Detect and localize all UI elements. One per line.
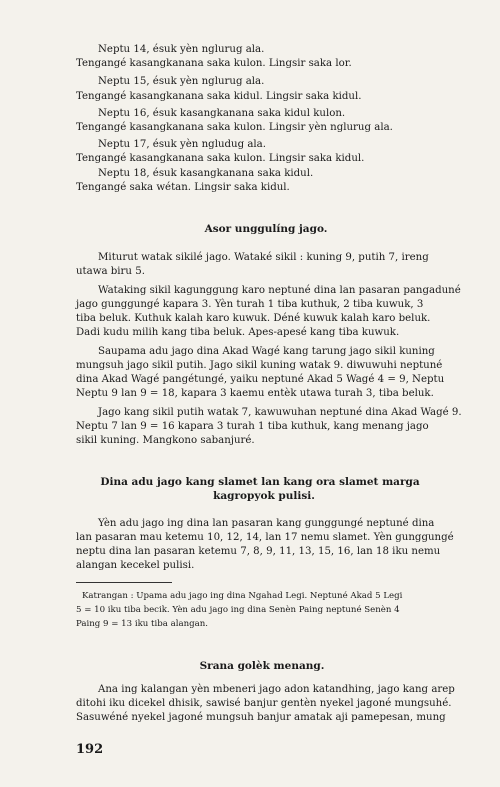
neptu-line: Tengangé kasangkanana saka kulon. Lingsir saka lor. bbox=[76, 58, 352, 69]
paragraph-line: Yèn adu jago ing dina lan pasaran kang gunggungé neptuné dina bbox=[98, 518, 435, 529]
paragraph-line: Jago kang sikil putih watak 7, kawuwuhan neptuné dina Akad Wagé 9. bbox=[98, 407, 462, 418]
footnote-divider bbox=[76, 582, 172, 583]
page-number: 192 bbox=[76, 742, 104, 757]
neptu-line: Neptu 16, ésuk kasangkanana saka kidul kulon. bbox=[98, 108, 346, 119]
section-heading: kagropyok pulisi. bbox=[213, 490, 315, 502]
paragraph-line: Neptu 7 lan 9 = 16 kapara 3 turah 1 tiba kuthuk, kang menang jago bbox=[76, 421, 429, 432]
paragraph-line: mungsuh jago sikil putih. Jago sikil kuning watak 9. diwuwuhi neptuné bbox=[76, 360, 443, 371]
section-heading: Dina adu jago kang slamet lan kang ora slamet marga bbox=[100, 476, 420, 488]
paragraph-line: Saupama adu jago dina Akad Wagé kang tarung jago sikil kuning bbox=[98, 346, 435, 357]
neptu-line: Neptu 15, ésuk yèn nglurug ala. bbox=[98, 76, 265, 87]
section-heading: Asor unggulíng jago. bbox=[204, 223, 328, 235]
paragraph-line: Sasuwéné nyekel jagoné mungsuh banjur amatak aji pamepesan, mung bbox=[76, 712, 446, 723]
paragraph-line: neptu dina lan pasaran ketemu 7, 8, 9, 11, 13, 15, 16, lan 18 iku nemu bbox=[76, 546, 441, 557]
footnote-line: 5 = 10 iku tiba becik. Yèn adu jago ing dina Senèn Paing neptuné Senèn 4 bbox=[76, 605, 400, 615]
paragraph-line: Miturut watak sikilé jago. Wataké sikil : kuning 9, putih 7, ireng bbox=[98, 252, 429, 263]
neptu-line: Neptu 18, ésuk kasangkanana saka kidul. bbox=[98, 168, 314, 179]
neptu-line: Tengangé kasangkanana saka kulon. Lingsir yèn nglurug ala. bbox=[76, 122, 393, 133]
paragraph-line: lan pasaran mau ketemu 10, 12, 14, lan 17 nemu slamet. Yèn gunggungé bbox=[76, 532, 454, 543]
paragraph-line: ditohi iku dicekel dhisik, sawisé banjur gentèn nyekel jagoné mungsuhé. bbox=[76, 698, 452, 709]
neptu-line: Neptu 14, ésuk yèn nglurug ala. bbox=[98, 44, 265, 55]
paragraph-line: Neptu 9 lan 9 = 18, kapara 3 kaemu entèk utawa turah 3, tiba beluk. bbox=[76, 388, 434, 399]
paragraph-line: utawa biru 5. bbox=[76, 266, 145, 277]
paragraph-line: dina Akad Wagé pangétungé, yaiku neptuné Akad 5 Wagé 4 = 9, Neptu bbox=[76, 374, 445, 385]
paragraph-line: Wataking sikil kagunggung karo neptuné dina lan pasaran pangaduné bbox=[98, 285, 461, 296]
paragraph-line: tiba beluk. Kuthuk kalah karo kuwuk. Déné kuwuk kalah karo beluk. bbox=[76, 313, 431, 324]
footnote-line: Paing 9 = 13 iku tiba alangan. bbox=[76, 619, 209, 629]
paragraph-line: Ana ing kalangan yèn mbeneri jago adon katandhing, jago kang arep bbox=[98, 684, 455, 695]
paragraph-line: jago gunggungé kapara 3. Yèn turah 1 tiba kuthuk, 2 tiba kuwuk, 3 bbox=[76, 299, 424, 310]
footnote-line: Katrangan : Upama adu jago ing dina Ngahad Legi. Neptuné Akad 5 Legi bbox=[82, 591, 403, 601]
neptu-line: Tengangé kasangkanana saka kulon. Lingsir saka kidul. bbox=[76, 153, 365, 164]
paragraph-line: sikil kuning. Mangkono sabanjuré. bbox=[76, 435, 255, 446]
neptu-line: Tengangé saka wétan. Lingsir saka kidul. bbox=[76, 182, 290, 193]
neptu-line: Neptu 17, ésuk yèn ngludug ala. bbox=[98, 139, 266, 150]
section-heading: Srana golèk menang. bbox=[199, 660, 325, 672]
neptu-line: Tengangé kasangkanana saka kidul. Lingsir saka kidul. bbox=[76, 91, 362, 102]
paragraph-line: alangan kecekel pulisi. bbox=[76, 560, 195, 571]
paragraph-line: Dadi kudu milih kang tiba beluk. Apes-apesé kang tiba kuwuk. bbox=[76, 327, 400, 338]
